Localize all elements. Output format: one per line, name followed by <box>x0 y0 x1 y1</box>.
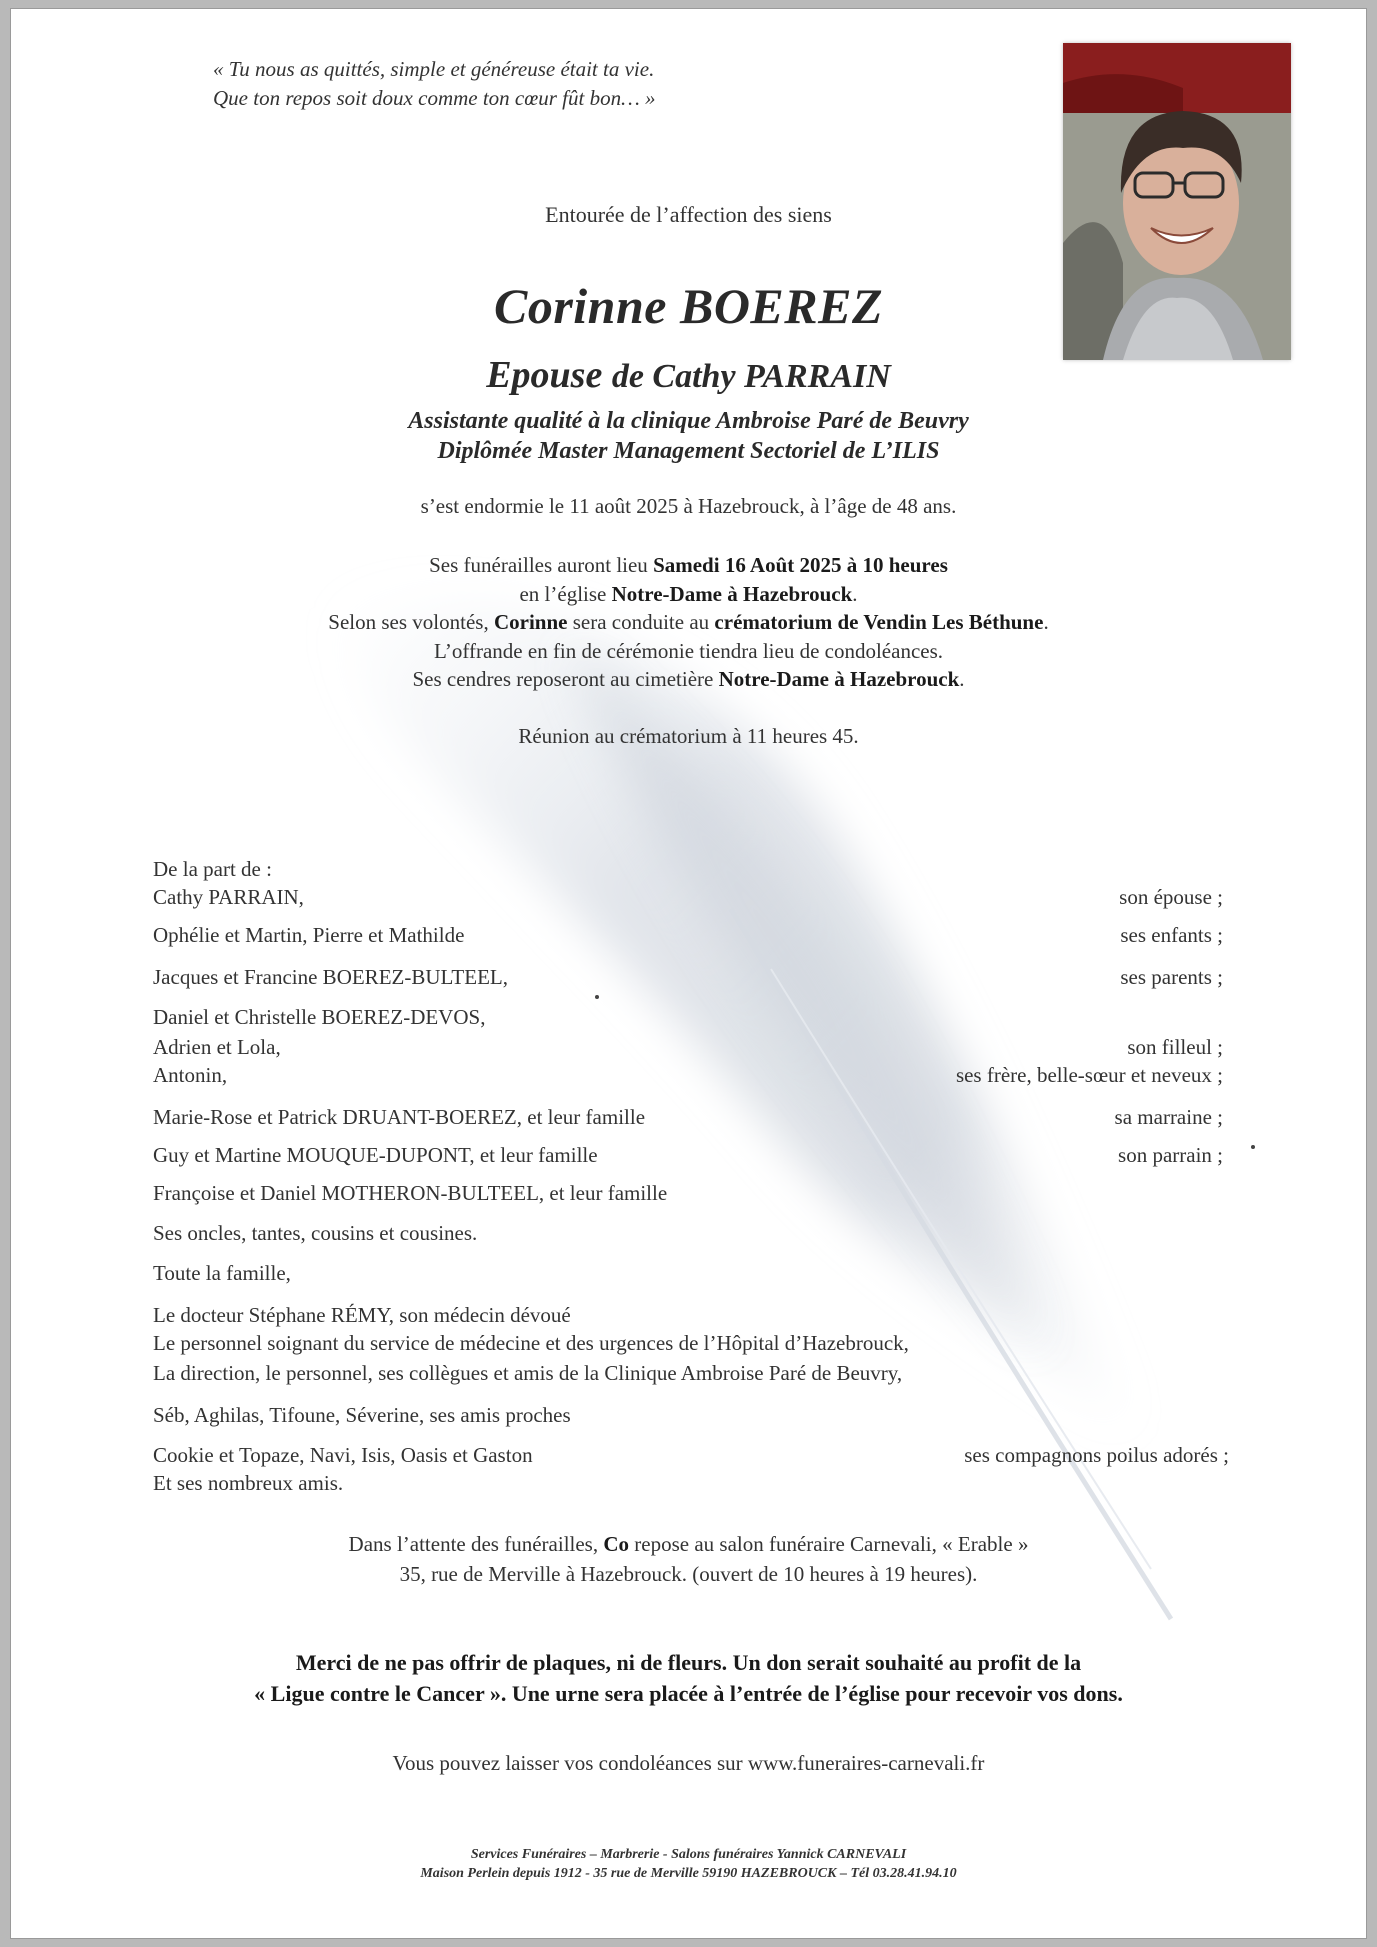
text: . <box>1043 610 1049 634</box>
text: Ses cendres reposeront au cimetière <box>412 667 719 691</box>
profession-line-2: Diplômée Master Management Sectoriel de L’ILIS <box>437 438 940 464</box>
viewing-info <box>11 1529 1366 1589</box>
family-member: Daniel et Christelle BOEREZ-DEVOS, <box>153 1005 486 1029</box>
text: en l’église <box>519 581 612 606</box>
family-member: Marie-Rose et Patrick DRUANT-BOEREZ, et leur famille <box>153 1105 646 1129</box>
obituary-sheet <box>10 8 1367 1939</box>
family-member: Le personnel soignant du service de médecine et des urgences de l’Hôpital d’Hazebrouck, <box>153 1331 909 1355</box>
donation-line-2: « Ligue contre le Cancer ». Une urne sera placée à l’entrée de l’église pour recevoir vos dons. <box>254 1681 1123 1706</box>
viewing-line-2: 35, rue de Merville à Hazebrouck. (ouvert de 10 heures à 19 heures). <box>399 1562 978 1586</box>
crematorium-name: crématorium de Vendin Les Béthune <box>714 610 1044 634</box>
family-member: Le docteur Stéphane RÉMY, son médecin dévoué <box>153 1303 571 1327</box>
family-relation: ses frère, belle-sœur et neveux ; <box>955 1063 1223 1087</box>
funeral-line-1 <box>11 551 1366 580</box>
family-relation: ses parents ; <box>1120 965 1223 989</box>
funeral-line-3 <box>11 608 1366 637</box>
text: Ses funérailles auront lieu <box>429 553 654 577</box>
family-relation: son épouse ; <box>1119 885 1223 909</box>
scan-speck <box>595 995 599 999</box>
footer-line-2: Maison Perlein depuis 1912 - 35 rue de Merville 59190 HAZEBROUCK – Tél 03.28.41.94.10 <box>420 1866 957 1881</box>
condolences-link[interactable]: Vous pouvez laisser vos condoléances sur www.funeraires-carnevali.fr <box>392 1751 985 1775</box>
family-member: Antonin, <box>153 1063 228 1087</box>
text: sera conduite au <box>567 610 715 634</box>
family-relation: sa marraine ; <box>1114 1105 1223 1129</box>
profession <box>11 406 1366 466</box>
family-member: Ses oncles, tantes, cousins et cousines. <box>153 1221 478 1245</box>
intro-text: Entourée de l’affection des siens <box>545 202 832 227</box>
spouse-line <box>11 353 1366 397</box>
family-relation: son filleul ; <box>1127 1035 1223 1059</box>
family-relation: ses compagnons poilus adorés ; <box>964 1443 1229 1467</box>
family-relation: ses enfants ; <box>1120 923 1223 947</box>
death-notice: s’est endormie le 11 août 2025 à Hazebrouck, à l’âge de 48 ans. <box>420 494 957 518</box>
spouse-prefix: Epouse <box>486 354 603 396</box>
spouse-name: de Cathy PARRAIN <box>611 358 891 395</box>
text: . <box>852 581 858 606</box>
family-member: Adrien et Lola, <box>153 1035 281 1059</box>
text: Dans l’attente des funérailles, <box>348 1532 604 1556</box>
church-name: Notre-Dame à Hazebrouck <box>611 581 853 606</box>
from-text: De la part de : <box>153 857 272 881</box>
text: repose au salon funéraire Carnevali, « Erable » <box>629 1532 1029 1556</box>
family-member: Séb, Aghilas, Tifoune, Séverine, ses amis proches <box>153 1403 571 1427</box>
family-member: Françoise et Daniel MOTHERON-BULTEEL, et leur famille <box>153 1181 668 1205</box>
cemetery-name: Notre-Dame à Hazebrouck <box>718 667 960 691</box>
funeral-line-5 <box>11 665 1366 694</box>
donation-line-1: Merci de ne pas offrir de plaques, ni de fleurs. Un don serait souhaité au profit de la <box>295 1650 1082 1675</box>
donation-request <box>11 1647 1366 1709</box>
meeting-info: Réunion au crématorium à 11 heures 45. <box>518 724 859 748</box>
nickname: Co <box>603 1532 630 1556</box>
text: . <box>959 667 965 691</box>
family-member: La direction, le personnel, ses collègues et amis de la Clinique Ambroise Paré de Beuvry, <box>153 1361 903 1385</box>
text: Selon ses volontés, <box>328 610 494 634</box>
family-member: Toute la famille, <box>153 1261 291 1285</box>
footer-line-1: Services Funéraires – Marbrerie - Salons funéraires Yannick CARNEVALI <box>470 1847 907 1862</box>
profession-line-1: Assistante qualité à la clinique Ambroise Paré de Beuvry <box>408 408 969 434</box>
funeral-line-2 <box>11 580 1366 609</box>
funeral-line-4: L’offrande en fin de cérémonie tiendra lieu de condoléances. <box>433 638 944 663</box>
epitaph-quote <box>213 55 656 113</box>
funeral-date: Samedi 16 Août 2025 à 10 heures <box>653 553 948 577</box>
funeral-details <box>11 551 1366 694</box>
funeral-home-footer <box>11 1845 1366 1883</box>
family-member: Jacques et Francine BOEREZ-BULTEEL, <box>153 965 508 989</box>
family-member: Cathy PARRAIN, <box>153 885 304 909</box>
family-member: Ophélie et Martin, Pierre et Mathilde <box>153 923 465 947</box>
viewing-line-1 <box>11 1529 1366 1559</box>
epitaph-line-2: Que ton repos soit doux comme ton cœur fût bon… » <box>213 86 656 110</box>
epitaph-line-1: « Tu nous as quittés, simple et généreuse était ta vie. <box>213 57 655 81</box>
first-name: Corinne <box>493 610 568 634</box>
family-member: Cookie et Topaze, Navi, Isis, Oasis et Gaston <box>153 1443 533 1467</box>
family-member: Guy et Martine MOUQUE-DUPONT, et leur famille <box>153 1143 598 1167</box>
scan-speck <box>1251 1145 1255 1149</box>
family-relation: son parrain ; <box>1118 1143 1223 1167</box>
family-member: Et ses nombreux amis. <box>153 1471 344 1495</box>
deceased-name: Corinne BOEREZ <box>493 278 884 334</box>
